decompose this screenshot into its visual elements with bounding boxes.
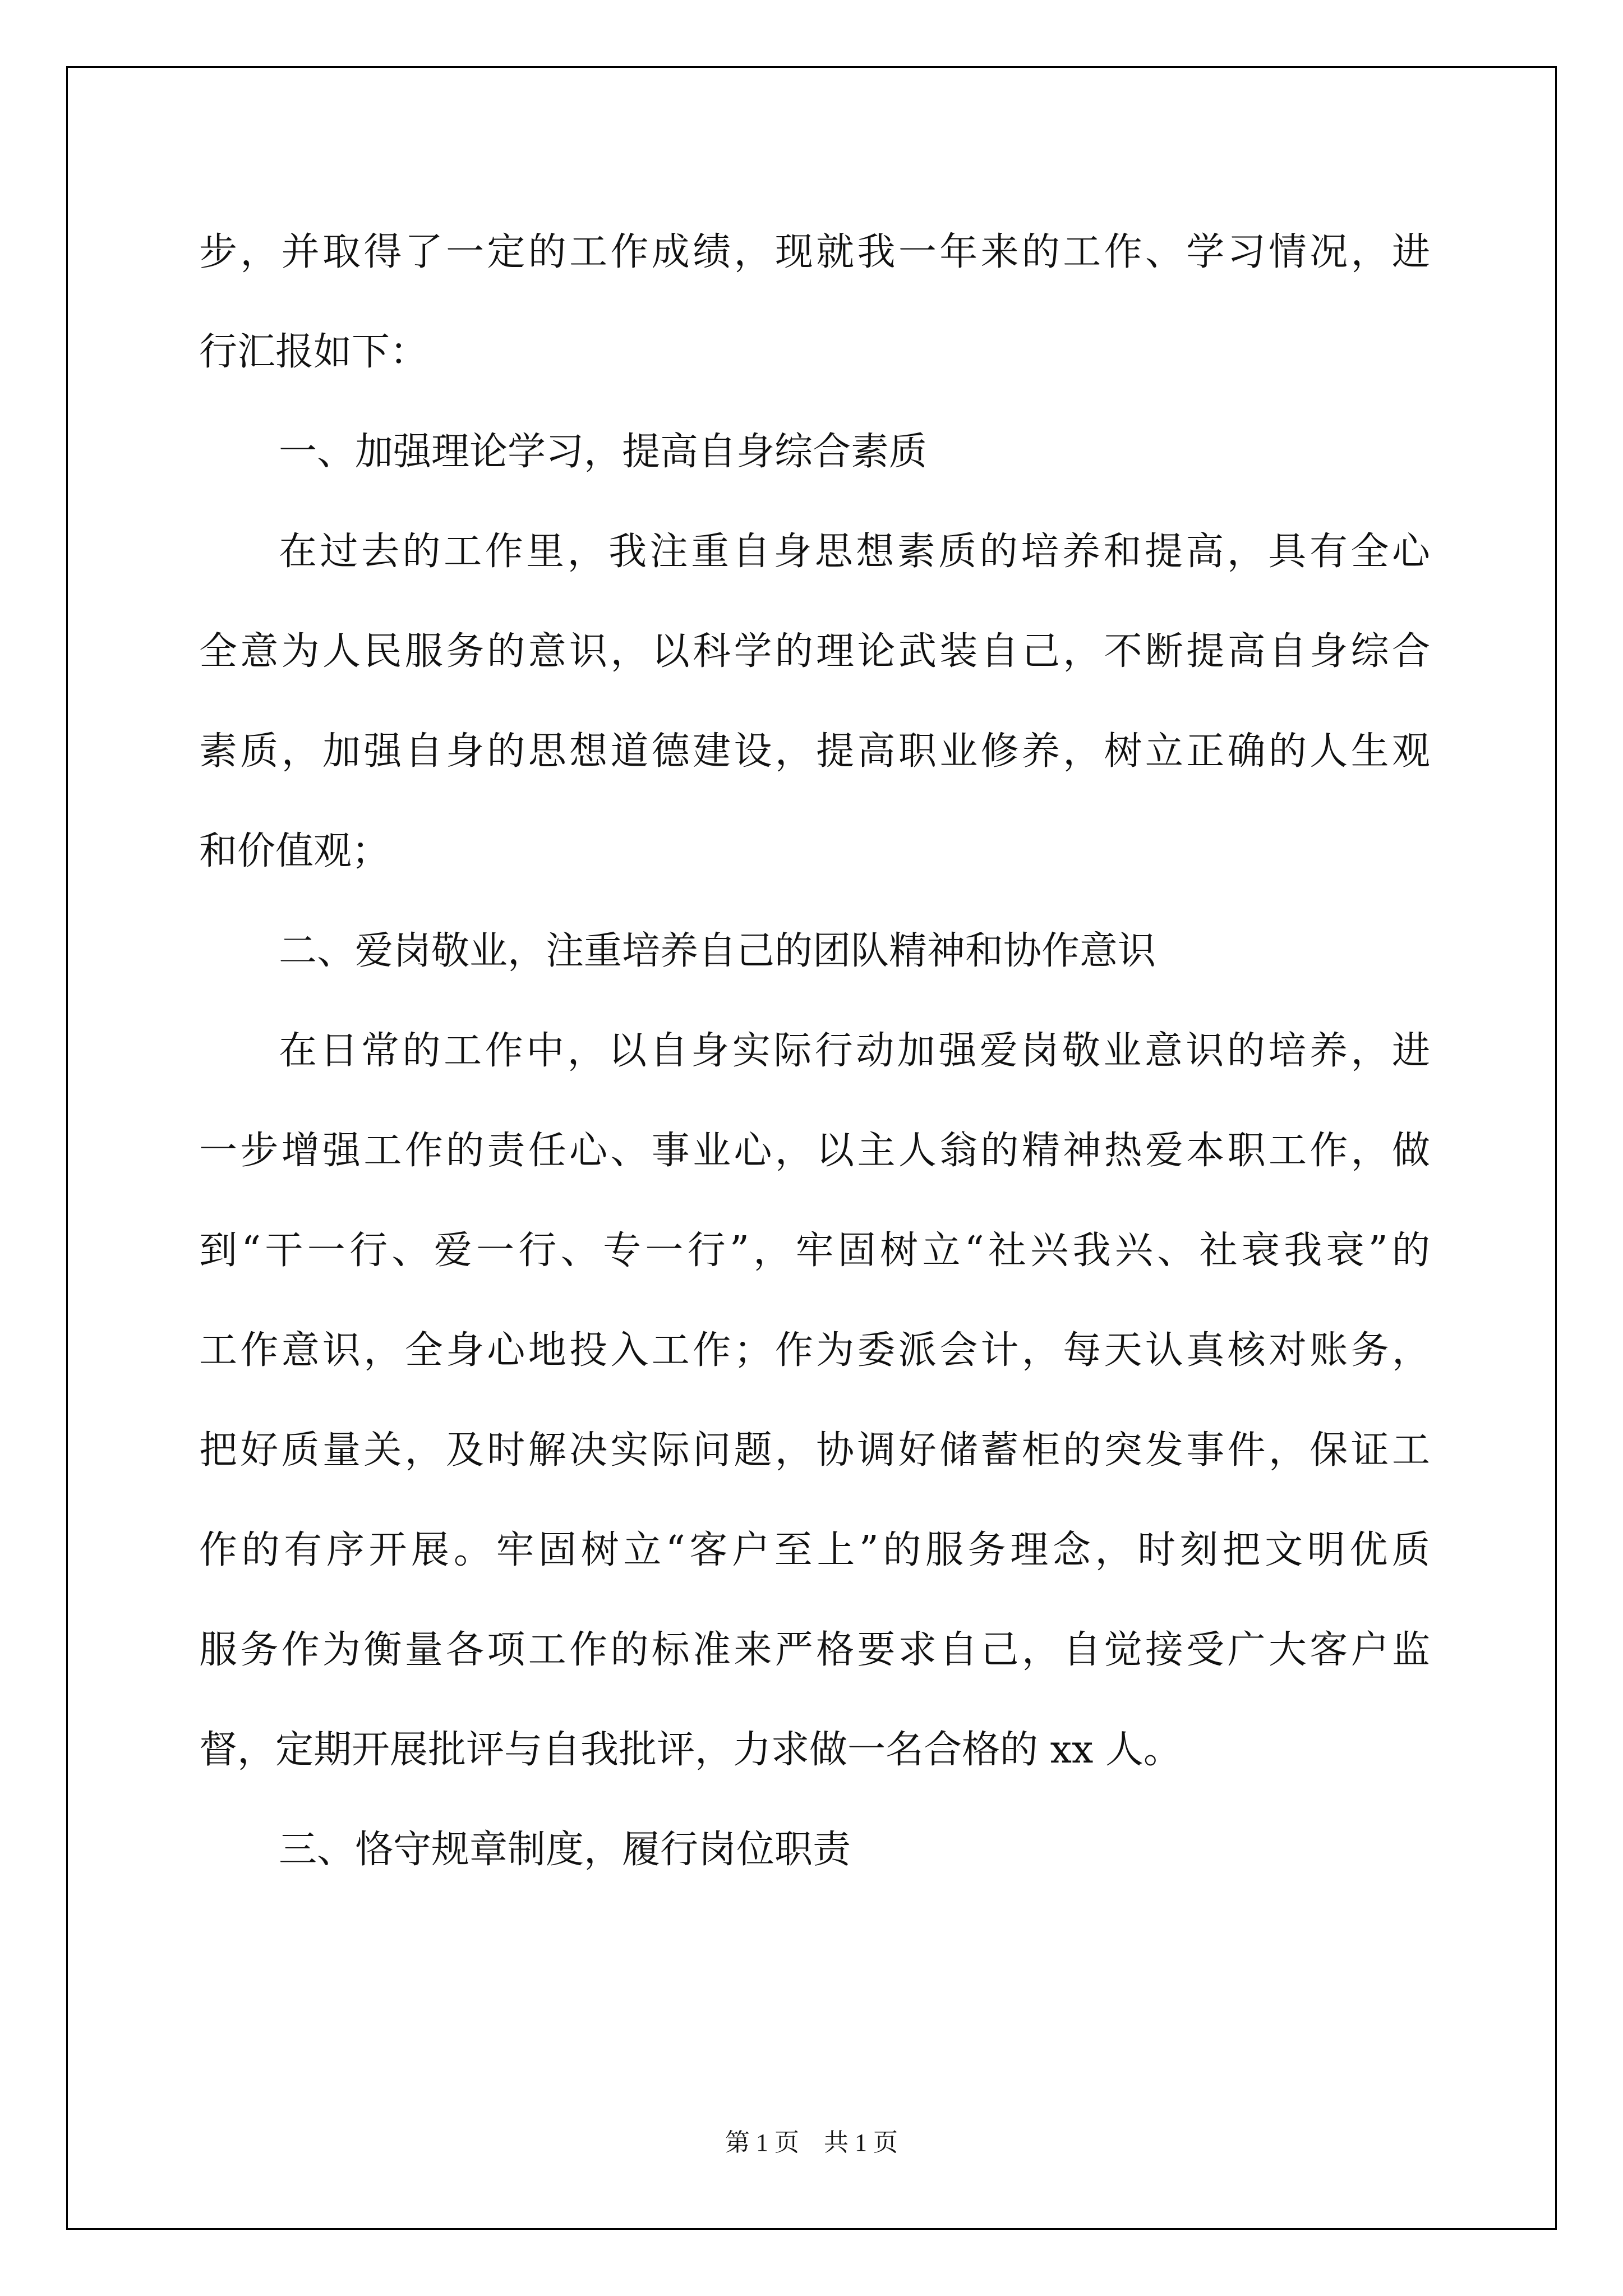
paragraph-line: 全意为人民服务的意识，以科学的理论武装自己，不断提高自身综合 <box>199 629 1430 674</box>
section-heading: 二、爱岗敬业，注重培养自己的团队精神和协作意识 <box>279 929 1156 973</box>
paragraph-line: 在日常的工作中，以自身实际行动加强爱岗敬业意识的培养，进 <box>279 1029 1430 1073</box>
page-total: 共 1 页 <box>824 2129 898 2156</box>
paragraph-line: 步，并取得了一定的工作成绩，现就我一年来的工作、学习情况，进 <box>199 230 1430 274</box>
document-body <box>199 219 1430 1916</box>
paragraph-line: 把好质量关，及时解决实际问题，协调好储蓄柜的突发事件，保证工 <box>199 1428 1430 1473</box>
paragraph-line: 素质，加强自身的思想道德建设，提高职业修养，树立正确的人生观 <box>199 729 1430 774</box>
paragraph-line: 一步增强工作的责任心、事业心，以主人翁的精神热爱本职工作，做 <box>199 1129 1430 1173</box>
paragraph-line: 到“干一行、爱一行、专一行”，牢固树立“社兴我兴、社衰我衰”的 <box>199 1228 1430 1273</box>
section-heading: 一、加强理论学习，提高自身综合素质 <box>279 430 928 474</box>
page-footer <box>0 2126 1623 2160</box>
paragraph-line: 服务作为衡量各项工作的标准来严格要求自己，自觉接受广大客户监 <box>199 1628 1430 1672</box>
section-heading: 三、恪守规章制度，履行岗位职责 <box>279 1828 851 1872</box>
paragraph-line: 和价值观； <box>199 829 390 873</box>
paragraph-line: 督，定期开展批评与自我批评，力求做一名合格的 xx 人。 <box>199 1728 1182 1772</box>
paragraph-line: 作的有序开展。牢固树立“客户至上”的服务理念，时刻把文明优质 <box>199 1528 1430 1572</box>
paragraph-line: 行汇报如下： <box>199 330 428 374</box>
paragraph-line: 工作意识，全身心地投入工作；作为委派会计，每天认真核对账务， <box>199 1328 1430 1373</box>
paragraph-line: 在过去的工作里，我注重自身思想素质的培养和提高，具有全心 <box>279 530 1430 574</box>
page-number: 第 1 页 <box>725 2129 799 2156</box>
